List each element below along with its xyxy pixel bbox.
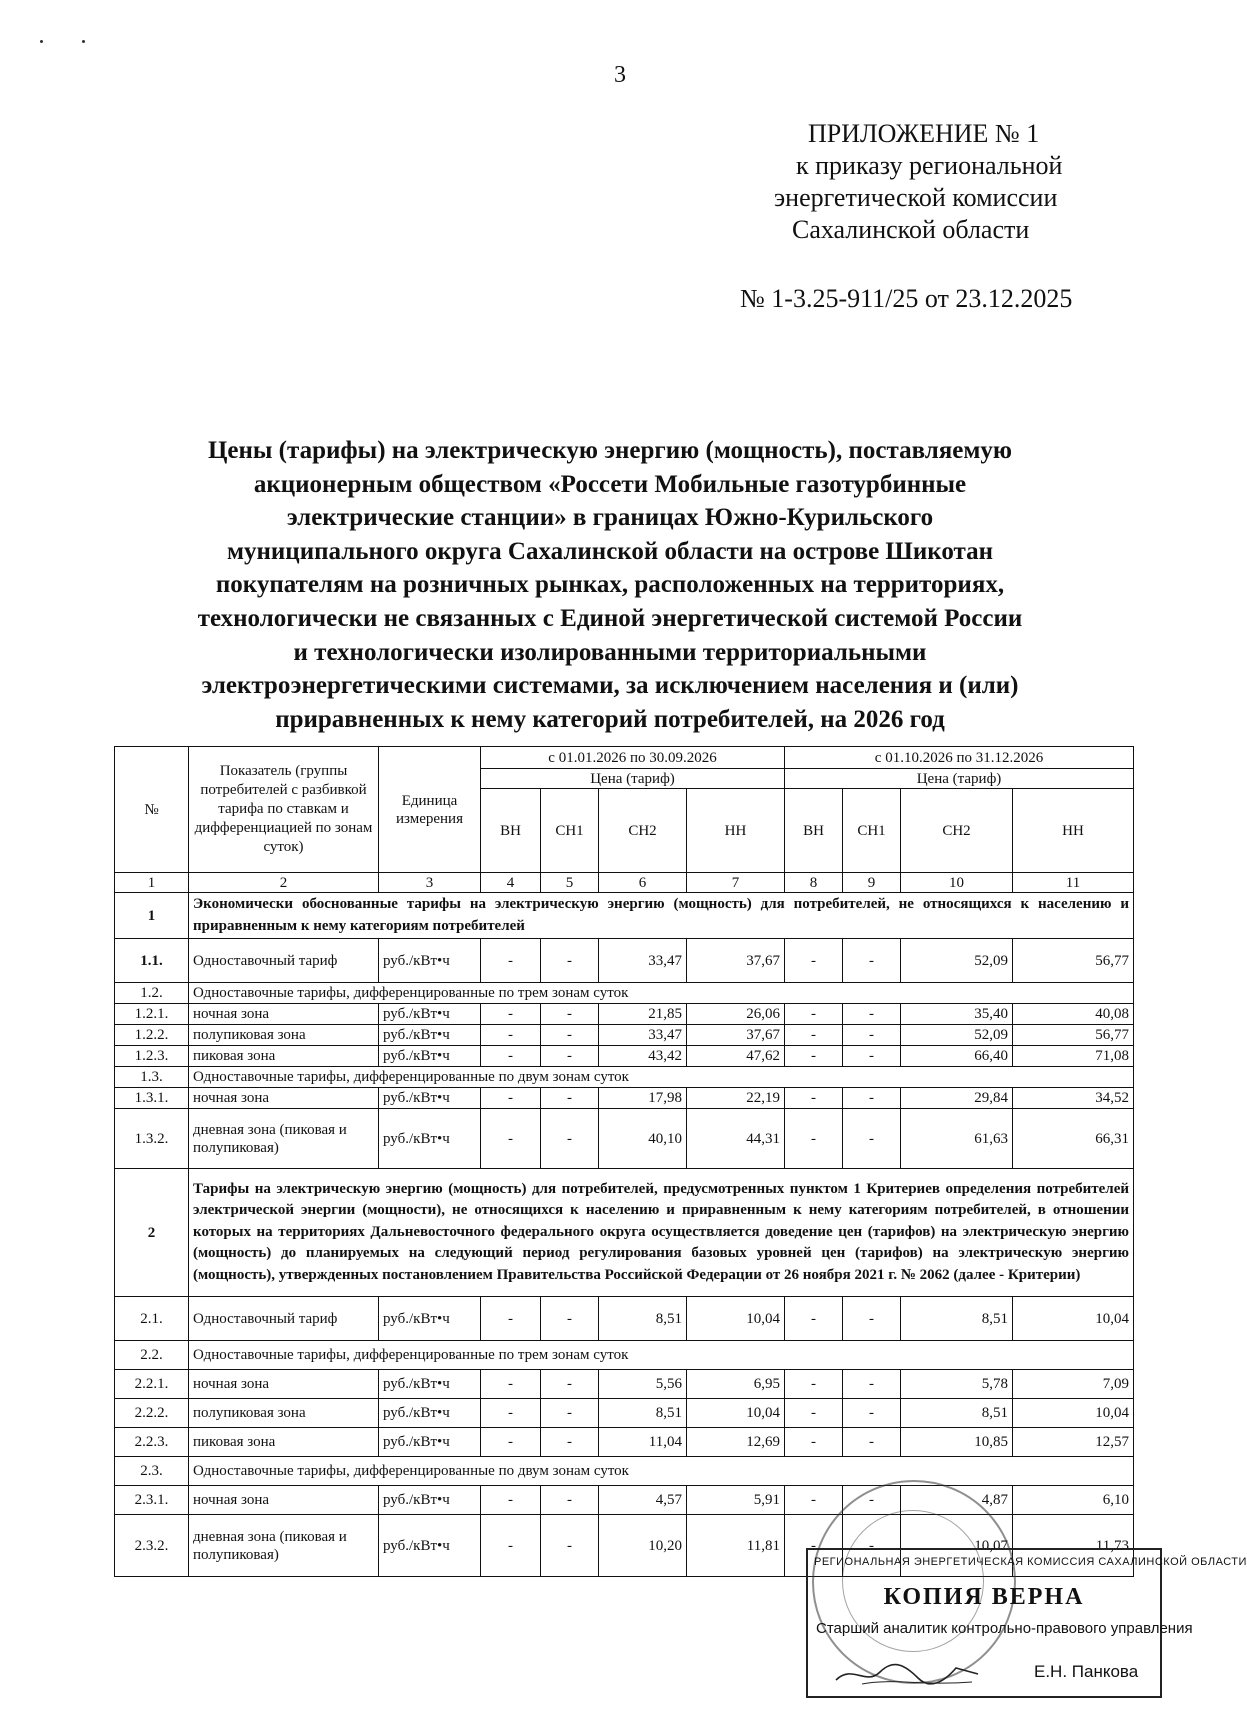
appendix-line: Сахалинской области — [792, 215, 1030, 244]
stamp-organization: РЕГИОНАЛЬНАЯ ЭНЕРГЕТИЧЕСКАЯ КОМИССИЯ САХАЛИНСКОЙ ОБЛАСТИ — [814, 1556, 1247, 1568]
tariff-value: 21,85 — [599, 1004, 687, 1025]
cell-dash: - — [785, 1428, 843, 1457]
cell-dash: - — [785, 1025, 843, 1046]
header-level: СН2 — [901, 789, 1013, 873]
row-label: ночная зона — [189, 1088, 379, 1109]
row-number: 1.1. — [115, 939, 189, 983]
row-label: дневная зона (пиковая и полупиковая) — [189, 1109, 379, 1169]
document-title — [120, 434, 1100, 736]
row-unit: руб./кВт•ч — [379, 1109, 481, 1169]
header-num: № — [115, 747, 189, 873]
tariff-value: 5,78 — [901, 1370, 1013, 1399]
tariff-value: 12,57 — [1013, 1428, 1134, 1457]
row-unit: руб./кВт•ч — [379, 1515, 481, 1577]
row-number: 2.1. — [115, 1297, 189, 1341]
title-line: приравненных к нему категорий потребителей, на 2026 год — [275, 705, 945, 733]
group-heading: Одноставочные тарифы, дифференцированные по трем зонам суток — [189, 983, 1134, 1004]
tariff-value: 43,42 — [599, 1046, 687, 1067]
title-line: технологически не связанных с Единой энергетической системой России — [197, 604, 1023, 632]
cell-dash: - — [843, 1370, 901, 1399]
cell-dash: - — [541, 1370, 599, 1399]
tariff-value: 29,84 — [901, 1088, 1013, 1109]
tariff-value: 4,57 — [599, 1486, 687, 1515]
certified-copy-stamp — [806, 1548, 1247, 1698]
cell-dash: - — [785, 939, 843, 983]
tariff-value: 44,31 — [687, 1109, 785, 1169]
cell-dash: - — [481, 1088, 541, 1109]
tariff-value: 71,08 — [1013, 1046, 1134, 1067]
cell-dash: - — [843, 1486, 901, 1515]
page-number: 3 — [614, 62, 626, 88]
cell-dash: - — [541, 1515, 599, 1577]
tariff-value: 8,51 — [599, 1399, 687, 1428]
tariff-value: 10,85 — [901, 1428, 1013, 1457]
tariff-value: 12,69 — [687, 1428, 785, 1457]
column-number: 9 — [843, 873, 901, 893]
tariff-value: 61,63 — [901, 1109, 1013, 1169]
header-price-2: Цена (тариф) — [785, 769, 1134, 789]
cell-dash: - — [785, 1399, 843, 1428]
row-number: 2.3. — [115, 1457, 189, 1486]
row-label: ночная зона — [189, 1486, 379, 1515]
row-label: полупиковая зона — [189, 1399, 379, 1428]
column-number: 5 — [541, 873, 599, 893]
cell-dash: - — [541, 1486, 599, 1515]
cell-dash: - — [481, 939, 541, 983]
header-level: СН1 — [541, 789, 599, 873]
row-number: 2.3.1. — [115, 1486, 189, 1515]
header-unit: Единица измерения — [379, 747, 481, 873]
row-number: 1.3. — [115, 1067, 189, 1088]
row-number: 1.2.3. — [115, 1046, 189, 1067]
section-heading: Экономически обоснованные тарифы на электрическую энергию (мощность) для потребителей, не относящихся к населению и приравненным к нему категориям потребителей — [189, 893, 1134, 939]
column-number: 8 — [785, 873, 843, 893]
cell-dash: - — [843, 1046, 901, 1067]
cell-dash: - — [785, 1515, 843, 1577]
tariff-value: 8,51 — [901, 1399, 1013, 1428]
column-number: 7 — [687, 873, 785, 893]
tariff-value: 66,31 — [1013, 1109, 1134, 1169]
cell-dash: - — [541, 1428, 599, 1457]
tariff-value: 35,40 — [901, 1004, 1013, 1025]
tariff-value: 10,07 — [901, 1515, 1013, 1577]
row-number: 1.2. — [115, 983, 189, 1004]
tariff-value: 4,87 — [901, 1486, 1013, 1515]
cell-dash: - — [481, 1297, 541, 1341]
header-level: СН1 — [843, 789, 901, 873]
tariff-value: 37,67 — [687, 1025, 785, 1046]
row-label: ночная зона — [189, 1370, 379, 1399]
row-label: пиковая зона — [189, 1428, 379, 1457]
column-number: 11 — [1013, 873, 1134, 893]
cell-dash: - — [843, 1297, 901, 1341]
appendix-title: ПРИЛОЖЕНИЕ № 1 — [808, 119, 1040, 148]
cell-dash: - — [843, 939, 901, 983]
cell-dash: - — [785, 1004, 843, 1025]
row-number: 1.2.2. — [115, 1025, 189, 1046]
group-heading: Одноставочные тарифы, дифференцированные по двум зонам суток — [189, 1457, 1134, 1486]
cell-dash: - — [843, 1109, 901, 1169]
row-number: 2.2. — [115, 1341, 189, 1370]
section-number: 1 — [115, 893, 189, 939]
tariff-value: 5,91 — [687, 1486, 785, 1515]
tariff-value: 52,09 — [901, 1025, 1013, 1046]
tariff-value: 10,04 — [687, 1297, 785, 1341]
cell-dash: - — [481, 1025, 541, 1046]
row-unit: руб./кВт•ч — [379, 1046, 481, 1067]
title-line: электроэнергетическими системами, за исключением населения и (или) — [201, 672, 1019, 700]
appendix-header — [760, 118, 1130, 246]
title-line: покупателям на розничных рынках, расположенных на территориях, — [215, 571, 1005, 599]
tariff-value: 10,20 — [599, 1515, 687, 1577]
cell-dash: - — [843, 1004, 901, 1025]
tariff-value: 33,47 — [599, 1025, 687, 1046]
tariff-value: 17,98 — [599, 1088, 687, 1109]
tariff-value: 8,51 — [901, 1297, 1013, 1341]
cell-dash: - — [481, 1486, 541, 1515]
row-number: 2.2.2. — [115, 1399, 189, 1428]
header-period-2: с 01.10.2026 по 31.12.2026 — [785, 747, 1134, 769]
title-line: акционерным обществом «Россети Мобильные газотурбинные — [253, 470, 967, 498]
column-number: 10 — [901, 873, 1013, 893]
cell-dash: - — [541, 939, 599, 983]
tariff-value: 47,62 — [687, 1046, 785, 1067]
stamp-name: Е.Н. Панкова — [1034, 1662, 1139, 1681]
cell-dash: - — [843, 1088, 901, 1109]
tariff-value: 11,81 — [687, 1515, 785, 1577]
appendix-line: энергетической комиссии — [774, 183, 1058, 212]
header-indicator: Показатель (группы потребителей с разбивкой тарифа по ставкам и дифференциацией по зонам суток) — [189, 747, 379, 873]
title-line: Цены (тарифы) на электрическую энергию (мощность), поставляемую — [207, 437, 1013, 464]
tariff-value: 40,08 — [1013, 1004, 1134, 1025]
column-number: 4 — [481, 873, 541, 893]
cell-dash: - — [785, 1486, 843, 1515]
row-number: 2.2.1. — [115, 1370, 189, 1399]
row-unit: руб./кВт•ч — [379, 1088, 481, 1109]
cell-dash: - — [843, 1428, 901, 1457]
row-unit: руб./кВт•ч — [379, 1297, 481, 1341]
title-line: муниципального округа Сахалинской области на острове Шикотан — [226, 537, 994, 565]
tariff-value: 5,56 — [599, 1370, 687, 1399]
row-label: Одноставочный тариф — [189, 1297, 379, 1341]
row-label: Одноставочный тариф — [189, 939, 379, 983]
row-label: пиковая зона — [189, 1046, 379, 1067]
tariff-value: 11,73 — [1013, 1515, 1134, 1577]
tariff-value: 8,51 — [599, 1297, 687, 1341]
row-number: 2.3.2. — [115, 1515, 189, 1577]
row-unit: руб./кВт•ч — [379, 1486, 481, 1515]
tariff-value: 34,52 — [1013, 1088, 1134, 1109]
cell-dash: - — [541, 1297, 599, 1341]
cell-dash: - — [481, 1515, 541, 1577]
stamp-certified-copy: КОПИЯ ВЕРНА — [883, 1584, 1085, 1610]
header-level: ВН — [481, 789, 541, 873]
cell-dash: - — [481, 1399, 541, 1428]
tariff-value: 56,77 — [1013, 939, 1134, 983]
column-number: 3 — [379, 873, 481, 893]
cell-dash: - — [785, 1370, 843, 1399]
signature — [832, 1660, 982, 1688]
cell-dash: - — [481, 1004, 541, 1025]
tariff-value: 10,04 — [1013, 1297, 1134, 1341]
row-unit: руб./кВт•ч — [379, 1025, 481, 1046]
tariff-value: 10,04 — [1013, 1399, 1134, 1428]
cell-dash: - — [481, 1370, 541, 1399]
cell-dash: - — [481, 1428, 541, 1457]
cell-dash: - — [481, 1109, 541, 1169]
section-heading: Тарифы на электрическую энергию (мощность) для потребителей, предусмотренных пунктом 1 Критериев определения потребителей электрической энергии (мощности), не относящихся к населению и приравненным к нему категориям потребителей, в отношении которых на территориях Дальневосточного федерального округа осуществляется доведение цен (тарифов) на электрическую энергию (мощность) до планируемых на следующий период регулирования базовых уровней цен (тарифов) на электрическую энергию (мощность), утвержденных постановлением Правительства Российской Федерации от 26 ноября 2021 г. № 2062 (далее - Критерии) — [189, 1169, 1134, 1297]
column-number: 1 — [115, 873, 189, 893]
scan-speck — [40, 40, 43, 43]
row-unit: руб./кВт•ч — [379, 1370, 481, 1399]
cell-dash: - — [541, 1025, 599, 1046]
tariff-value: 22,19 — [687, 1088, 785, 1109]
column-number: 2 — [189, 873, 379, 893]
cell-dash: - — [785, 1297, 843, 1341]
row-number: 2.2.3. — [115, 1428, 189, 1457]
cell-dash: - — [541, 1004, 599, 1025]
tariff-table — [114, 746, 1134, 1577]
column-number: 6 — [599, 873, 687, 893]
tariff-value: 33,47 — [599, 939, 687, 983]
tariff-value: 6,95 — [687, 1370, 785, 1399]
cell-dash: - — [541, 1109, 599, 1169]
tariff-value: 11,04 — [599, 1428, 687, 1457]
title-line: электрические станции» в границах Южно-Курильского — [286, 504, 934, 532]
row-label: ночная зона — [189, 1004, 379, 1025]
cell-dash: - — [481, 1046, 541, 1067]
cell-dash: - — [785, 1109, 843, 1169]
header-price-1: Цена (тариф) — [481, 769, 785, 789]
header-level: НН — [687, 789, 785, 873]
header-level: СН2 — [599, 789, 687, 873]
tariff-value: 6,10 — [1013, 1486, 1134, 1515]
stamp-position: Старший аналитик контрольно-правового управления — [816, 1620, 1193, 1637]
cell-dash: - — [785, 1088, 843, 1109]
row-unit: руб./кВт•ч — [379, 1004, 481, 1025]
row-number: 1.3.2. — [115, 1109, 189, 1169]
title-line: и технологически изолированными территориальными — [293, 638, 927, 666]
row-unit: руб./кВт•ч — [379, 1428, 481, 1457]
row-unit: руб./кВт•ч — [379, 1399, 481, 1428]
row-label: полупиковая зона — [189, 1025, 379, 1046]
cell-dash: - — [843, 1025, 901, 1046]
row-number: 1.3.1. — [115, 1088, 189, 1109]
row-number: 1.2.1. — [115, 1004, 189, 1025]
cell-dash: - — [843, 1515, 901, 1577]
cell-dash: - — [541, 1088, 599, 1109]
tariff-value: 66,40 — [901, 1046, 1013, 1067]
row-label: дневная зона (пиковая и полупиковая) — [189, 1515, 379, 1577]
section-number: 2 — [115, 1169, 189, 1297]
tariff-value: 40,10 — [599, 1109, 687, 1169]
cell-dash: - — [843, 1399, 901, 1428]
cell-dash: - — [785, 1046, 843, 1067]
appendix-line: к приказу региональной — [796, 151, 1063, 180]
tariff-value: 10,04 — [687, 1399, 785, 1428]
scan-speck — [82, 40, 85, 43]
tariff-value: 56,77 — [1013, 1025, 1134, 1046]
group-heading: Одноставочные тарифы, дифференцированные по двум зонам суток — [189, 1067, 1134, 1088]
order-number: № 1-3.25-911/25 от 23.12.2025 — [740, 284, 1073, 313]
tariff-value: 37,67 — [687, 939, 785, 983]
header-level: ВН — [785, 789, 843, 873]
cell-dash: - — [541, 1046, 599, 1067]
group-heading: Одноставочные тарифы, дифференцированные по трем зонам суток — [189, 1341, 1134, 1370]
header-period-1: с 01.01.2026 по 30.09.2026 — [481, 747, 785, 769]
tariff-value: 7,09 — [1013, 1370, 1134, 1399]
row-unit: руб./кВт•ч — [379, 939, 481, 983]
header-level: НН — [1013, 789, 1134, 873]
cell-dash: - — [541, 1399, 599, 1428]
tariff-value: 52,09 — [901, 939, 1013, 983]
tariff-value: 26,06 — [687, 1004, 785, 1025]
